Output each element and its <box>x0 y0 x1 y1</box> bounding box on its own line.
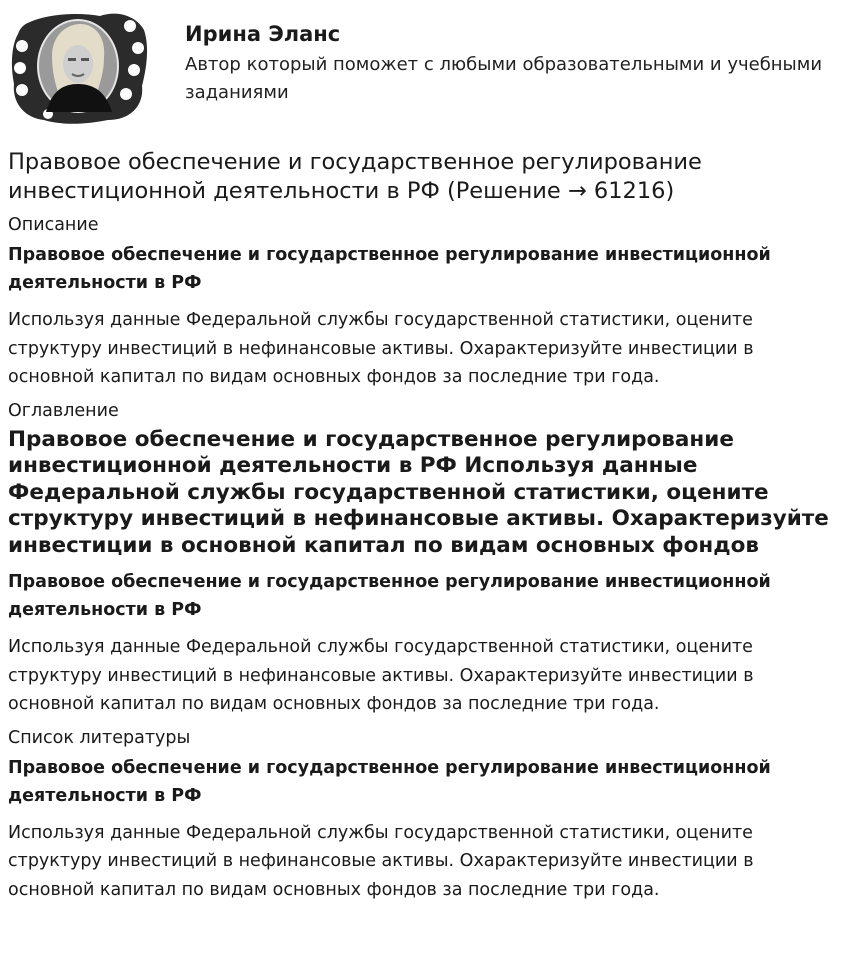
section-contents <box>8 399 842 719</box>
section-label: Оглавление <box>8 400 119 421</box>
section-references <box>8 726 842 905</box>
section-label: Описание <box>8 215 99 235</box>
author-avatar[interactable] <box>8 8 150 126</box>
avatar-frame-image <box>8 8 150 126</box>
author-description: Автор который поможет с любыми образовательными и учебными заданиями <box>185 54 823 103</box>
section-description <box>8 213 842 392</box>
section-subtitle: Правовое обеспечение и государственное регулирование инвестиционной деятельности в РФ <box>8 572 771 620</box>
section-subtitle: Правовое обеспечение и государственное регулирование инвестиционной деятельности в РФ <box>8 757 771 806</box>
author-name[interactable]: Ирина Эланс <box>185 22 341 46</box>
author-card <box>8 8 838 128</box>
section-heading: Правовое обеспечение и государственное регулирование инвестиционной деятельности в РФ Используя данные Федеральной службы государственной статистики, оцените структуру инвестиций в нефинансовые активы. Охарактеризуйте инвестиции в основной капитал по видам основных фондов <box>8 426 829 558</box>
section-subtitle: Правовое обеспечение и государственное регулирование инвестиционной деятельности в РФ <box>8 245 771 293</box>
section-label: Список литературы <box>8 727 191 748</box>
document-title: Правовое обеспечение и государственное регулирование инвестиционной деятельности в РФ (Решение → 61216) <box>8 149 702 204</box>
section-text: Используя данные Федеральной службы государственной статистики, оцените структуру инвестиций в нефинансовые активы. Охарактеризуйте инвестиции в основной капитал по видам основных фондов за последние три года. <box>8 822 754 900</box>
document-content <box>8 148 842 911</box>
section-text: Используя данные Федеральной службы государственной статистики, оцените структуру инвестиций в нефинансовые активы. Охарактеризуйте инвестиции в основной капитал по видам основных фондов за последние три года. <box>8 637 754 714</box>
section-text: Используя данные Федеральной службы государственной статистики, оцените структуру инвестиций в нефинансовые активы. Охарактеризуйте инвестиции в основной капитал по видам основных фондов за последние три года. <box>8 310 754 387</box>
